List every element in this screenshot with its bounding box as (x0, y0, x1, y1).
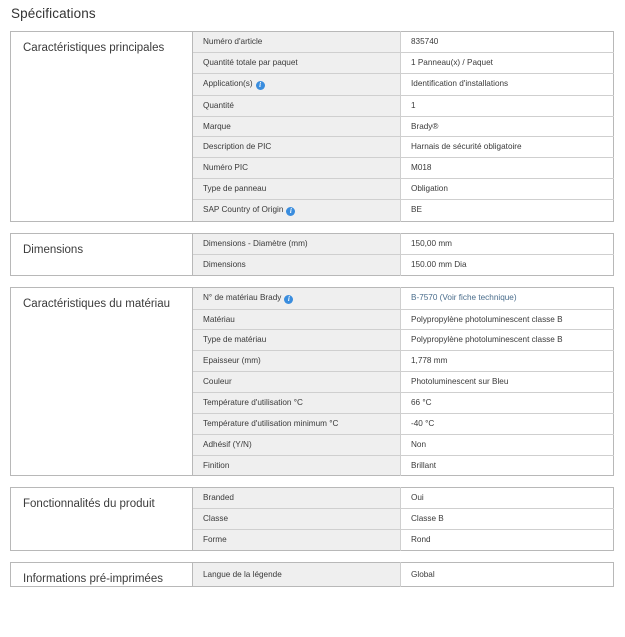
spec-label: Description de PIC (203, 142, 272, 152)
spec-row (11, 488, 614, 509)
spec-value-cell (401, 509, 614, 530)
spec-value: Global (411, 569, 435, 579)
spec-group (10, 287, 614, 477)
spec-label: Application(s) (203, 78, 253, 88)
spec-value: Obligation (411, 184, 448, 194)
info-icon[interactable]: i (284, 295, 293, 304)
page-title: Spécifications (11, 6, 96, 21)
spec-value: Polypropylène photoluminescent classe B (411, 314, 563, 324)
spec-label: Type de matériau (203, 335, 267, 345)
spec-value-cell (401, 32, 614, 53)
spec-value-cell (401, 413, 614, 434)
spec-value-cell (401, 351, 614, 372)
spec-label: Température d'utilisation minimum °C (203, 418, 339, 428)
spec-label-cell (193, 509, 401, 530)
spec-value: 150,00 mm (411, 238, 452, 248)
spec-row (11, 32, 614, 53)
spec-value-cell (401, 530, 614, 551)
spec-value-cell (401, 52, 614, 73)
spec-label-cell (193, 413, 401, 434)
spec-label-cell (193, 95, 401, 116)
spec-label-cell (193, 351, 401, 372)
spec-label-cell (193, 530, 401, 551)
spec-label: Classe (203, 514, 229, 524)
spec-value: Rond (411, 535, 431, 545)
spec-value-cell (401, 392, 614, 413)
spec-value: Classe B (411, 514, 444, 524)
spec-value-cell (401, 287, 614, 309)
spec-value: 1,778 mm (411, 356, 448, 366)
spec-label-cell (193, 372, 401, 393)
spec-value-cell (401, 233, 614, 254)
specifications-groups (0, 31, 625, 587)
spec-label-cell (193, 434, 401, 455)
info-icon[interactable]: i (286, 207, 295, 216)
spec-value: Polypropylène photoluminescent classe B (411, 335, 563, 345)
spec-label-cell (193, 455, 401, 476)
spec-value: Photoluminescent sur Bleu (411, 377, 509, 387)
spec-label: Dimensions - Diamètre (mm) (203, 238, 308, 248)
spec-label: SAP Country of Origin (203, 204, 284, 214)
spec-label-cell (193, 562, 401, 586)
spec-group (10, 562, 614, 587)
spec-value-cell (401, 158, 614, 179)
spec-label: Langue de la légende (203, 569, 282, 579)
spec-group-title: Caractéristiques du matériau (11, 287, 193, 476)
spec-group (10, 31, 614, 222)
spec-label: Numéro d'article (203, 37, 263, 46)
spec-label: Epaisseur (mm) (203, 356, 261, 366)
spec-value-cell (401, 73, 614, 95)
spec-value: 1 (411, 100, 416, 110)
spec-label: Type de panneau (203, 184, 267, 194)
spec-group-title: Caractéristiques principales (11, 32, 193, 222)
spec-label-cell (193, 116, 401, 137)
spec-label-cell (193, 309, 401, 330)
spec-group-title: Informations pré-imprimées (11, 562, 193, 586)
spec-value: Brillant (411, 460, 437, 470)
spec-value-cell (401, 309, 614, 330)
spec-value-cell (401, 116, 614, 137)
spec-value: M018 (411, 163, 432, 173)
info-icon[interactable]: i (256, 81, 265, 90)
spec-row (11, 287, 614, 309)
spec-label: Quantité (203, 100, 234, 110)
spec-label: Finition (203, 460, 230, 470)
spec-label-cell (193, 73, 401, 95)
spec-label: Adhésif (Y/N) (203, 439, 252, 449)
spec-value-cell (401, 488, 614, 509)
spec-value: Identification d'installations (411, 79, 509, 89)
spec-label-cell (193, 32, 401, 53)
spec-label-cell (193, 330, 401, 351)
spec-value: 66 °C (411, 397, 432, 407)
spec-label-cell (193, 392, 401, 413)
spec-value: Harnais de sécurité obligatoire (411, 142, 522, 152)
spec-label: Branded (203, 493, 234, 503)
spec-label: Dimensions (203, 259, 246, 269)
spec-value-cell (401, 330, 614, 351)
spec-row (11, 233, 614, 254)
spec-label-cell (193, 199, 401, 221)
spec-label: Matériau (203, 314, 235, 324)
spec-label-cell (193, 287, 401, 309)
spec-value-cell (401, 199, 614, 221)
spec-value-cell (401, 179, 614, 200)
spec-value: BE (411, 205, 422, 215)
spec-value: Brady® (411, 121, 439, 131)
spec-value: Oui (411, 493, 424, 503)
spec-group (10, 233, 614, 276)
spec-label-cell (193, 137, 401, 158)
spec-group-title: Fonctionnalités du produit (11, 488, 193, 551)
spec-label-cell (193, 233, 401, 254)
spec-label: Marque (203, 121, 231, 131)
spec-value-cell (401, 372, 614, 393)
spec-label-cell (193, 52, 401, 73)
spec-value: 835740 (411, 37, 439, 46)
spec-value: 1 Panneau(x) / Paquet (411, 57, 493, 67)
spec-label-cell (193, 254, 401, 275)
spec-label: Couleur (203, 377, 232, 387)
spec-value-cell (401, 455, 614, 476)
datasheet-link[interactable]: B-7570 (Voir fiche technique) (411, 293, 517, 303)
spec-label: Numéro PIC (203, 163, 249, 173)
spec-row (11, 562, 614, 586)
spec-label: Température d'utilisation °C (203, 397, 303, 407)
spec-value-cell (401, 95, 614, 116)
spec-label: N° de matériau Brady (203, 292, 282, 302)
spec-group (10, 487, 614, 551)
spec-value-cell (401, 434, 614, 455)
spec-value-cell (401, 562, 614, 586)
spec-value: 150.00 mm Dia (411, 259, 467, 269)
spec-value: -40 °C (411, 418, 435, 428)
spec-label-cell (193, 158, 401, 179)
spec-label: Forme (203, 535, 227, 545)
spec-value: Non (411, 439, 427, 449)
spec-label-cell (193, 179, 401, 200)
spec-value-cell (401, 254, 614, 275)
spec-label-cell (193, 488, 401, 509)
spec-label: Quantité totale par paquet (203, 57, 298, 67)
spec-group-title: Dimensions (11, 233, 193, 275)
spec-value-cell (401, 137, 614, 158)
